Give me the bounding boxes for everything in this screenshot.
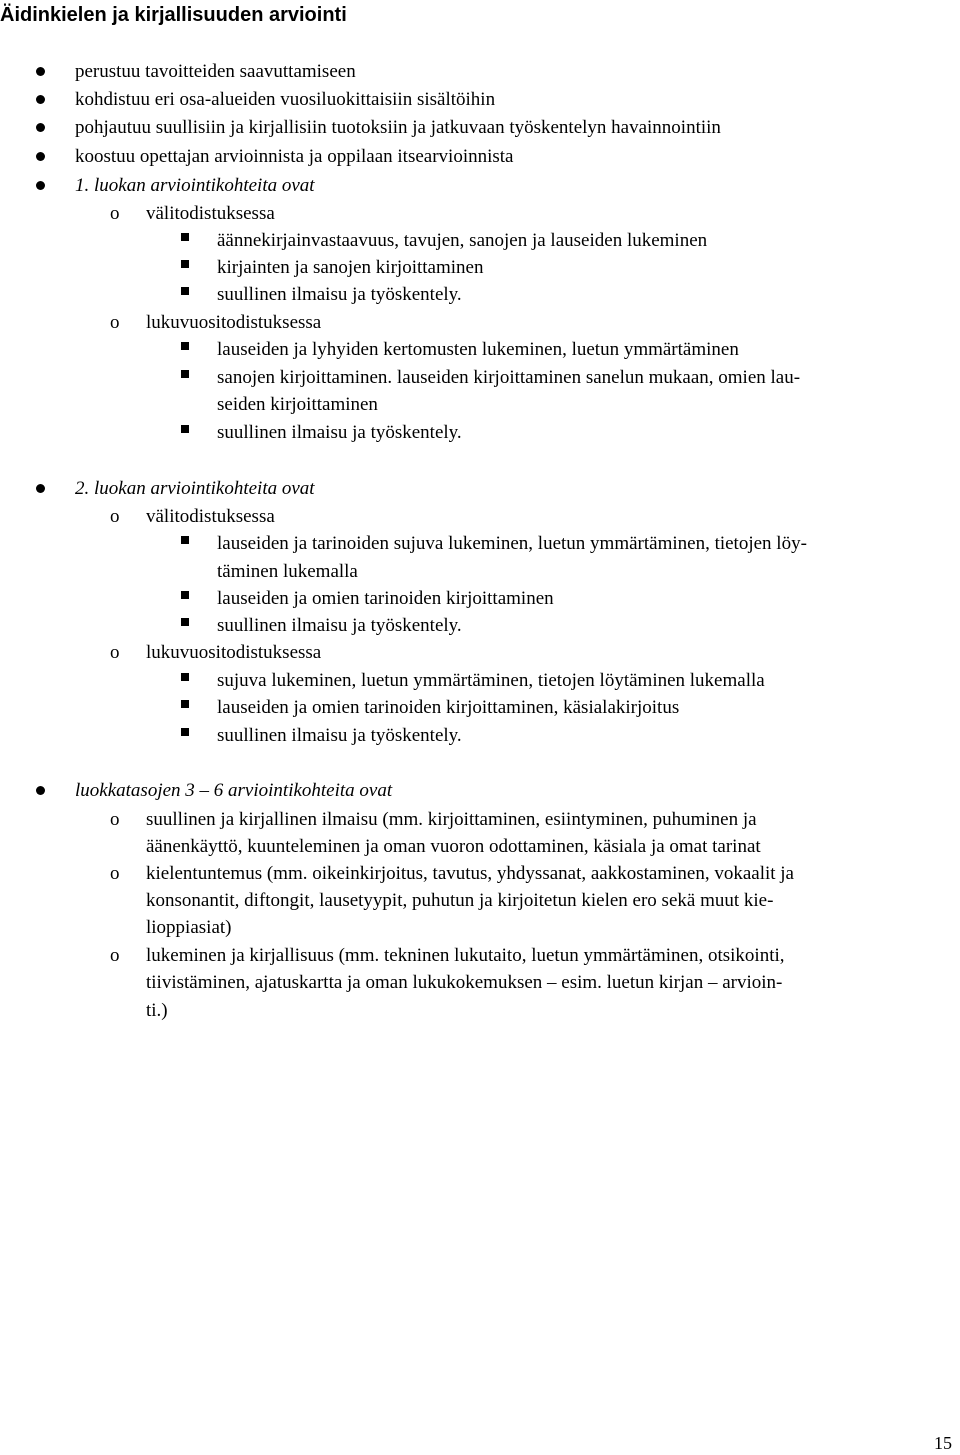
sub-sub-item: suullinen ilmaisu ja työskentely. bbox=[217, 615, 462, 636]
sub-sub-item-continuation: seiden kirjoittaminen bbox=[217, 394, 378, 415]
sub-sub-item: suullinen ilmaisu ja työskentely. bbox=[217, 284, 462, 305]
sub-item: lukeminen ja kirjallisuus (mm. tekninen lukutaito, luetun ymmärtäminen, otsikointi, bbox=[146, 945, 785, 966]
sub-sub-item: lauseiden ja tarinoiden sujuva lukeminen, luetun ymmärtäminen, tietojen löy- bbox=[217, 533, 807, 554]
sub-item-continuation: tiivistäminen, ajatuskartta ja oman lukukokemuksen – esim. luetun kirjan – arvioin- bbox=[146, 972, 783, 993]
circle-marker-icon: o bbox=[110, 809, 120, 830]
circle-marker-icon: o bbox=[110, 203, 120, 224]
circle-marker-icon: o bbox=[110, 506, 120, 527]
square-bullet-icon bbox=[181, 591, 189, 599]
square-bullet-icon bbox=[181, 260, 189, 268]
sub-sub-item: sanojen kirjoittaminen. lauseiden kirjoittaminen sanelun mukaan, omien lau- bbox=[217, 367, 801, 388]
sub-sub-item-continuation: täminen lukemalla bbox=[217, 561, 358, 582]
sub-sub-item: suullinen ilmaisu ja työskentely. bbox=[217, 422, 462, 443]
list-item: perustuu tavoitteiden saavuttamiseen bbox=[75, 61, 356, 82]
sub-item-continuation: konsonantit, diftongit, lausetyypit, puhutun ja kirjoitetun kielen ero sekä muut kie- bbox=[146, 890, 774, 911]
page-title: Äidinkielen ja kirjallisuuden arviointi bbox=[0, 4, 347, 26]
sub-sub-item: kirjainten ja sanojen kirjoittaminen bbox=[217, 257, 484, 278]
bullet-icon bbox=[36, 67, 45, 76]
page-number: 15 bbox=[934, 1433, 952, 1453]
sub-item: suullinen ja kirjallinen ilmaisu (mm. kirjoittaminen, esiintyminen, puhuminen ja bbox=[146, 809, 757, 830]
bullet-icon bbox=[36, 152, 45, 161]
sub-item-continuation: äänenkäyttö, kuunteleminen ja oman vuoron odottaminen, käsiala ja omat tarinat bbox=[146, 836, 761, 857]
square-bullet-icon bbox=[181, 425, 189, 433]
list-item: koostuu opettajan arvioinnista ja oppilaan itsearvioinnista bbox=[75, 146, 514, 167]
sub-sub-item: lauseiden ja omien tarinoiden kirjoittaminen, käsialakirjoitus bbox=[217, 697, 680, 718]
section-heading: luokkatasojen 3 – 6 arviointikohteita ovat bbox=[75, 780, 393, 801]
square-bullet-icon bbox=[181, 728, 189, 736]
circle-marker-icon: o bbox=[110, 945, 120, 966]
square-bullet-icon bbox=[181, 536, 189, 544]
sub-item: kielentuntemus (mm. oikeinkirjoitus, tavutus, yhdyssanat, aakkostaminen, vokaalit ja bbox=[146, 863, 794, 884]
sub-item: lukuvuositodistuksessa bbox=[146, 642, 322, 663]
bullet-icon bbox=[36, 95, 45, 104]
square-bullet-icon bbox=[181, 673, 189, 681]
bullet-icon bbox=[36, 181, 45, 190]
sub-sub-item: lauseiden ja lyhyiden kertomusten lukeminen, luetun ymmärtäminen bbox=[217, 339, 739, 360]
sub-item-continuation: ti.) bbox=[146, 1000, 168, 1021]
circle-marker-icon: o bbox=[110, 312, 120, 333]
section-heading: 1. luokan arviointikohteita ovat bbox=[75, 175, 315, 196]
sub-sub-item: sujuva lukeminen, luetun ymmärtäminen, tietojen löytäminen lukemalla bbox=[217, 670, 765, 691]
square-bullet-icon bbox=[181, 342, 189, 350]
section-heading: 2. luokan arviointikohteita ovat bbox=[75, 478, 315, 499]
square-bullet-icon bbox=[181, 700, 189, 708]
list-item: pohjautuu suullisiin ja kirjallisiin tuotoksiin ja jatkuvaan työskentelyn havainnointiin bbox=[75, 117, 721, 138]
sub-item: välitodistuksessa bbox=[146, 203, 275, 224]
bullet-icon bbox=[36, 123, 45, 132]
square-bullet-icon bbox=[181, 287, 189, 295]
sub-sub-item: äännekirjainvastaavuus, tavujen, sanojen ja lauseiden lukeminen bbox=[217, 230, 708, 251]
list-item: kohdistuu eri osa-alueiden vuosiluokittaisiin sisältöihin bbox=[75, 89, 496, 110]
square-bullet-icon bbox=[181, 618, 189, 626]
square-bullet-icon bbox=[181, 233, 189, 241]
square-bullet-icon bbox=[181, 370, 189, 378]
circle-marker-icon: o bbox=[110, 642, 120, 663]
sub-item: välitodistuksessa bbox=[146, 506, 275, 527]
sub-item-continuation: lioppiasiat) bbox=[146, 917, 232, 938]
circle-marker-icon: o bbox=[110, 863, 120, 884]
sub-sub-item: lauseiden ja omien tarinoiden kirjoittaminen bbox=[217, 588, 554, 609]
bullet-icon bbox=[36, 786, 45, 795]
bullet-icon bbox=[36, 484, 45, 493]
sub-item: lukuvuositodistuksessa bbox=[146, 312, 322, 333]
sub-sub-item: suullinen ilmaisu ja työskentely. bbox=[217, 725, 462, 746]
